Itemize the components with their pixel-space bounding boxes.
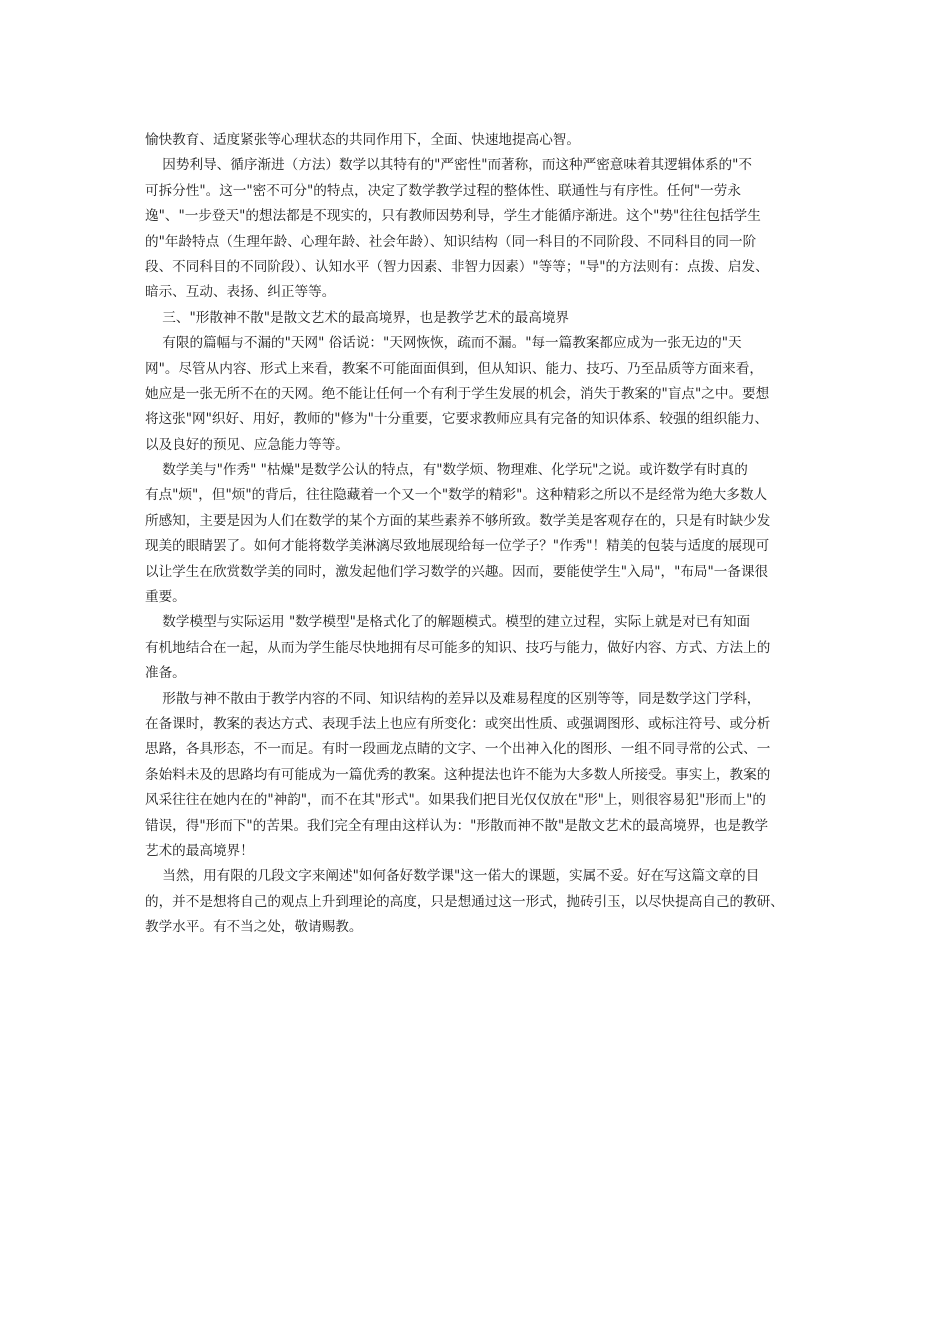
text-line: 以及良好的预见、应急能力等等。 xyxy=(145,436,349,453)
text-line: 愉快教育、适度紧张等心理状态的共同作用下，全面、快速地提高心智。 xyxy=(145,132,580,148)
text-line: 准备。 xyxy=(145,665,186,682)
text-line: 段、不同科目的不同阶段）、认知水平（智力因素、非智力因素）"等等；"导"的方法则有：点拨、启发、 xyxy=(145,258,769,275)
document-body xyxy=(145,128,815,941)
text-line: 所感知，主要是因为人们在数学的某个方面的某些素养不够所致。数学美是客观存在的，只是有时缺少发 xyxy=(145,512,771,529)
text-line: 将这张"网"织好、用好，教师的"修为"十分重要，它要求教师应具有完备的知识体系、较强的组织能力、 xyxy=(145,411,769,428)
text-line: 错误，得"形而下"的苦果。我们完全有理由这样认为："形散而神不散"是散文艺术的最高境界，也是教学 xyxy=(145,817,769,834)
text-line: 重要。 xyxy=(145,589,186,606)
text-line: 教学水平。有不当之处，敬请赐教。 xyxy=(145,919,363,936)
text-line: 的，并不是想将自己的观点上升到理论的高度，只是想通过这一形式，抛砖引玉，以尽快提高自己的教研、 xyxy=(145,893,784,910)
text-line: 思路，各具形态，不一而足。有时一段画龙点睛的文字、一个出神入化的图形、一组不同寻常的公式、一 xyxy=(145,741,771,758)
text-line: 网"。尽管从内容、形式上来看，教案不可能面面俱到，但从知识、能力、技巧、乃至品质等方面来看， xyxy=(145,360,763,377)
text-line: 数学模型与实际运用 "数学模型"是格式化了的解题模式。模型的建立过程，实际上就是对已有知面 xyxy=(145,614,751,631)
text-line: 的"年龄特点（生理年龄、心理年龄、社会年龄）、知识结构（同一科目的不同阶段、不同科目的同一阶 xyxy=(145,233,757,250)
text-line: 现美的眼睛罢了。如何才能将数学美淋漓尽致地展现给每一位学子？"作秀"！精美的包装与适度的展现可 xyxy=(145,538,770,555)
text-line: 暗示、互动、表扬、纠正等等。 xyxy=(145,284,336,301)
text-line: 风采往往在她内在的"神韵"，而不在其"形式"。如果我们把目光仅仅放在"形"上，则很容易犯"形而上"的 xyxy=(145,792,766,809)
text-line: 当然，用有限的几段文字来阐述"如何备好数学课"这一偌大的课题，实属不妥。好在写这篇文章的目 xyxy=(145,868,760,885)
text-line: 艺术的最高境界！ xyxy=(145,842,254,859)
text-line: 在备课时，教案的表达方式、表现手法上也应有所变化：或突出性质、或强调图形、或标注符号、或分析 xyxy=(145,715,771,732)
text-line: 有点"烦"，但"烦"的背后，往往隐藏着一个又一个"数学的精彩"。这种精彩之所以不是经常为绝大多数人 xyxy=(145,487,768,504)
text-line: 以让学生在欣赏数学美的同时，激发起他们学习数学的兴趣。因而，要能使学生"入局"，"布局"一备课很 xyxy=(145,563,769,580)
text-line: 三、"形散神不散"是散文艺术的最高境界，也是教学艺术的最高境界 xyxy=(145,309,570,326)
text-line: 形散与神不散由于教学内容的不同、知识结构的差异以及难易程度的区别等等，同是数学这门学科， xyxy=(145,690,761,707)
text-line: 逸"、"一步登天"的想法都是不现实的，只有教师因势利导，学生才能循序渐进。这个"势"往往包括学生 xyxy=(145,208,761,225)
text-line: 可拆分性"。这一"密不可分"的特点，决定了数学教学过程的整体性、联通性与有序性。任何"一劳永 xyxy=(145,182,741,199)
text-line: 数学美与"作秀" "枯燥"是数学公认的特点，有"数学烦、物理难、化学玩"之说。或许数学有时真的 xyxy=(145,462,748,479)
text-line: 因势利导、循序渐进（方法）数学以其特有的"严密性"而著称，而这种严密意味着其逻辑体系的"不 xyxy=(145,157,752,174)
text-line: 她应是一张无所不在的天网。绝不能让任何一个有利于学生发展的机会，消失于教案的"盲点"之中。要想 xyxy=(145,385,770,402)
text-line: 条始料未及的思路均有可能成为一篇优秀的教案。这种提法也许不能为大多数人所接受。事实上，教案的 xyxy=(145,766,771,783)
text-line: 有限的篇幅与不漏的"天网" 俗话说："天网恢恢，疏而不漏。"每一篇教案都应成为一张无边的"天 xyxy=(145,335,742,352)
text-line: 有机地结合在一起，从而为学生能尽快地拥有尽可能多的知识、技巧与能力，做好内容、方式、方法上的 xyxy=(145,639,771,656)
